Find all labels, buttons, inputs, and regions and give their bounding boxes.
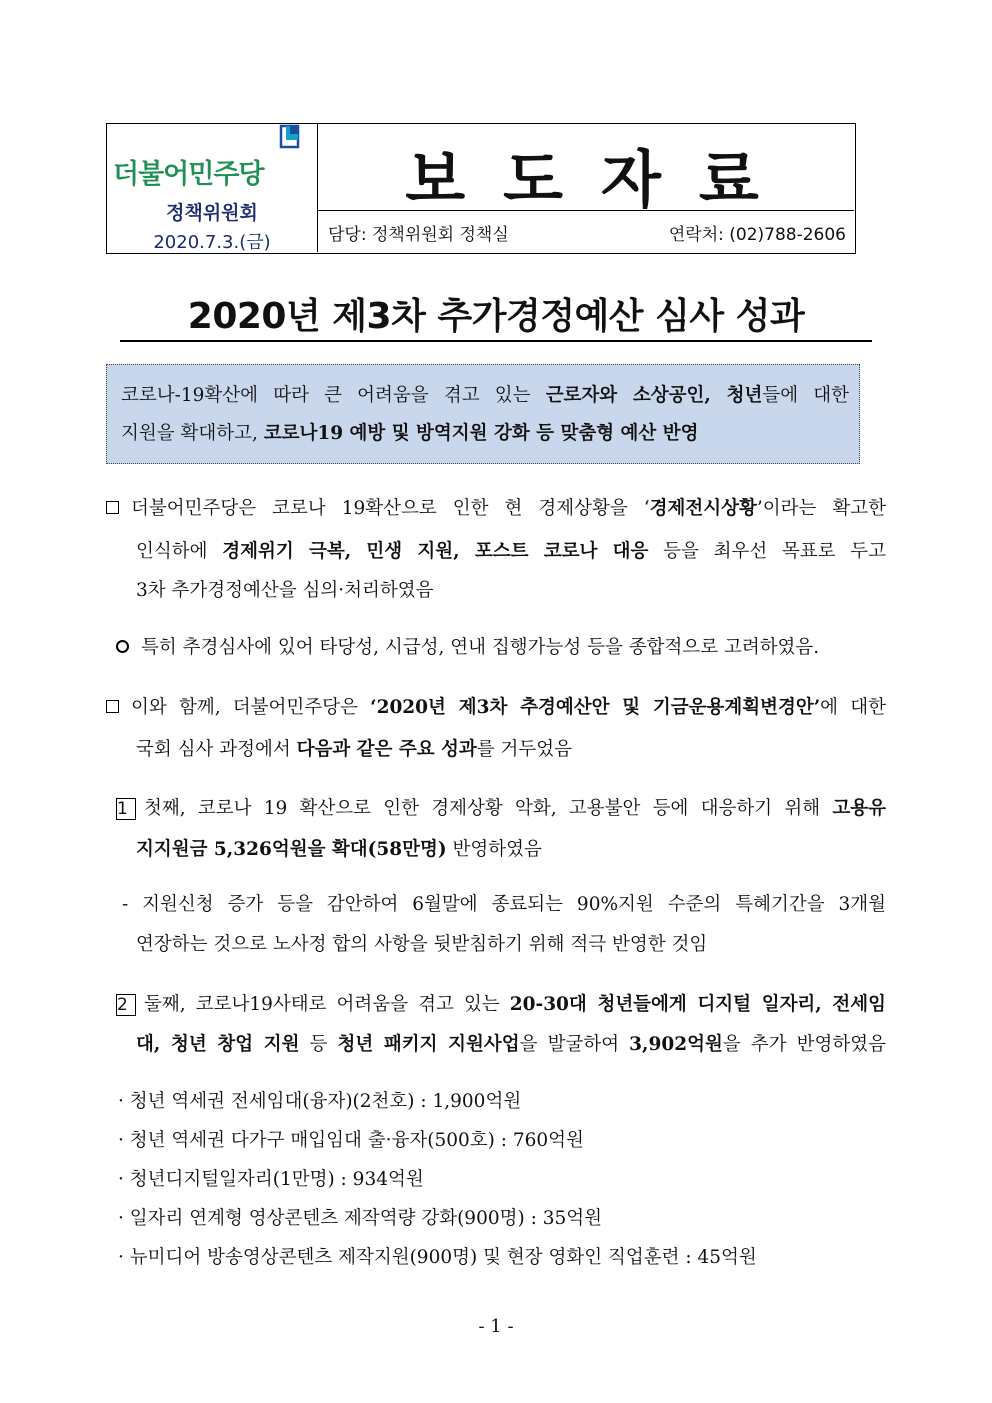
para2-line-1: 이와 함께, 더불어민주당은 ‘2020년 제3차 추경예산안 및 기금운용계획변경안’에 대한 <box>106 693 886 719</box>
item1-sub-line-1: - 지원신청 증가 등을 감안하여 6월말에 종료되는 90%지원 수준의 특혜기간을 3개월 <box>122 894 886 915</box>
square-bullet-icon <box>106 700 119 713</box>
list-item: · 청년디지털일자리(1만명) : 934억원 <box>118 1169 424 1190</box>
list-item: · 일자리 연계형 영상콘텐츠 제작역량 강화(900명) : 35억원 <box>118 1208 602 1229</box>
para2-line-2: 국회 심사 과정에서 다음과 같은 주요 성과를 거두었음 <box>136 739 573 760</box>
page-number: - 1 - <box>478 1316 514 1337</box>
list-item: · 청년 역세권 전세임대(융자)(2천호) : 1,900억원 <box>118 1091 522 1112</box>
committee-name: 정책위원회 <box>166 202 258 224</box>
summary-line-2: 지원을 확대하고, 코로나19 예방 및 방역지원 강화 등 맞춤형 예산 반영 <box>121 423 699 444</box>
para1-line-3: 3차 추가경정예산을 심의·처리하였음 <box>136 580 434 601</box>
list-item: · 뉴미디어 방송영상콘텐츠 제작지원(900명) 및 현장 영화인 직업훈련 : 45억원 <box>118 1247 757 1268</box>
title-underline <box>120 340 872 342</box>
party-info-panel <box>107 124 318 252</box>
press-title-panel <box>318 124 854 252</box>
document-title: 2020년 제3차 추가경정예산 심사 성과 <box>187 296 805 337</box>
list-item: · 청년 역세권 다가구 매입임대 출·융자(500호) : 760억원 <box>118 1130 584 1151</box>
item1-sub-line-2: 연장하는 것으로 노사정 합의 사항을 뒷받침하기 위해 적극 반영한 것임 <box>136 934 708 955</box>
item2-line-2: 대, 청년 창업 지원 등 청년 패키지 지원사업을 발굴하여 3,902억원을 추가 반영하였음 <box>136 1034 886 1055</box>
item-number-box: 2 <box>116 994 136 1016</box>
press-header-box <box>106 123 856 254</box>
summary-line-1: 코로나-19확산에 따라 큰 어려움을 겪고 있는 근로자와 소상공인, 청년들에 대한 <box>121 385 849 406</box>
item2-line-1: 2 둘째, 코로나19사태로 어려움을 겪고 있는 20-30대 청년들에게 디지털 일자리, 전세임 <box>117 994 887 1015</box>
circle-bullet-icon <box>116 640 129 653</box>
press-release-title: 보도자료 <box>405 143 797 216</box>
contact-department: 담당: 정책위원회 정책실 <box>328 225 509 245</box>
square-bullet-icon <box>106 501 119 514</box>
party-logo-icon <box>279 124 301 150</box>
para1-sub: 특히 추경심사에 있어 타당성, 시급성, 연내 집행가능성 등을 종합적으로 고려하였음. <box>116 633 888 659</box>
summary-box <box>106 364 860 464</box>
press-title-row <box>318 124 854 216</box>
para1-line-1: 더불어민주당은 코로나 19확산으로 인한 현 경제상황을 ‘경제전시상황’이라는 확고한 <box>106 494 886 520</box>
contact-phone: 연락처: (02)788-2606 <box>668 225 846 245</box>
item1-line-1: 1 첫째, 코로나 19 확산으로 인한 경제상황 악화, 고용불안 등에 대응하기 위해 고용유 <box>117 798 886 819</box>
item1-line-2: 지지원금 5,326억원을 확대(58만명) 반영하였음 <box>136 839 542 860</box>
item-number-box: 1 <box>116 798 136 820</box>
para1-line-2: 인식하에 경제위기 극복, 민생 지원, 포스트 코로나 대응 등을 최우선 목표로 두고 <box>136 541 886 562</box>
release-date: 2020.7.3.(금) <box>153 232 271 253</box>
party-logo-text: 더불어민주당 <box>113 159 264 190</box>
